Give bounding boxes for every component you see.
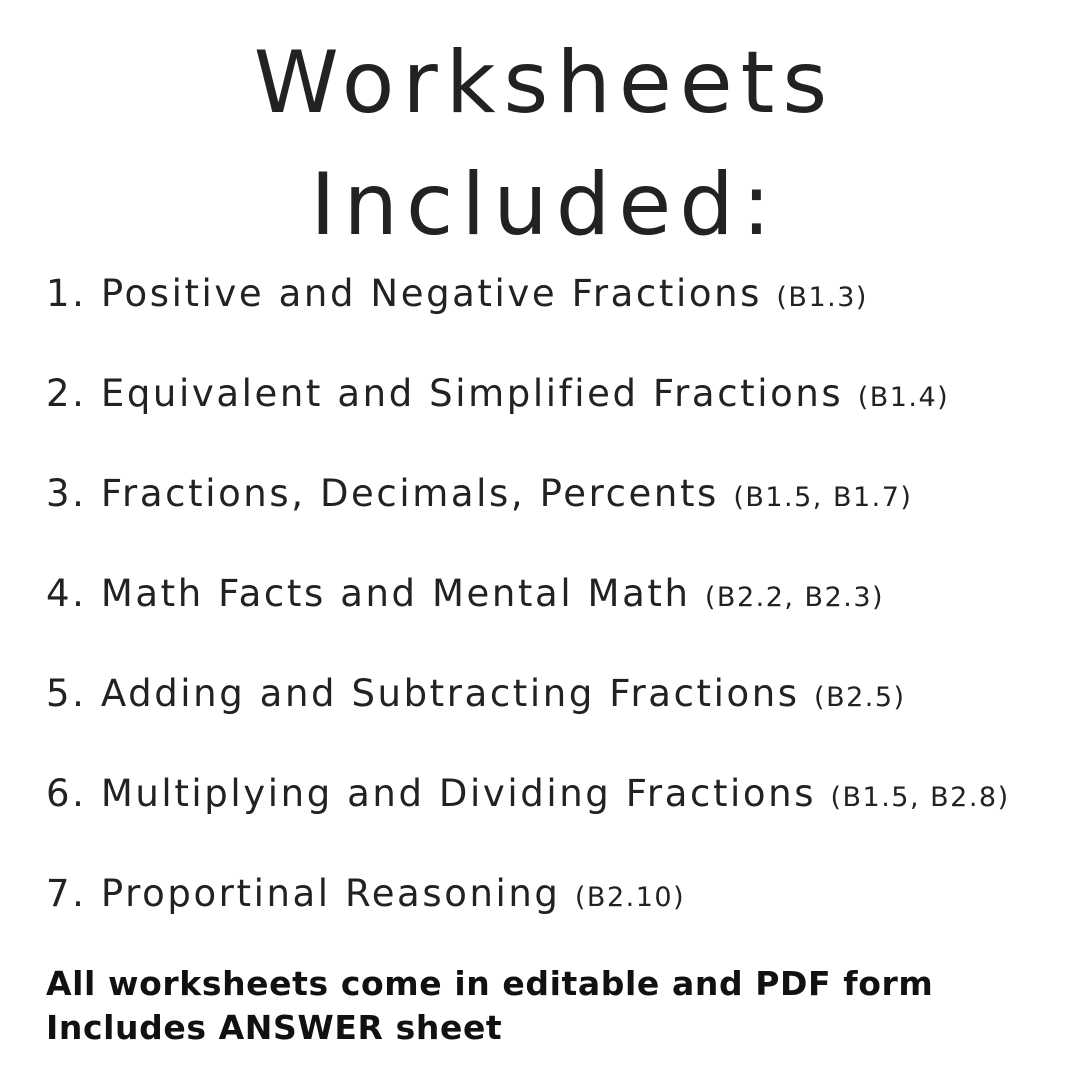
page-title-line-1: Worksheets [253,33,836,133]
page-title-line-2: Included: [310,155,779,255]
curriculum-code: (B2.5) [814,682,906,713]
worksheet-name: 4. Math Facts and Mental Math [46,572,691,615]
curriculum-code: (B1.5, B2.8) [830,782,1010,813]
worksheet-list [46,272,1076,972]
list-item [46,372,1076,472]
answer-sheet-note: Includes ANSWER sheet [46,1008,503,1047]
worksheet-name: 2. Equivalent and Simplified Fractions [46,372,844,415]
worksheet-name: 3. Fractions, Decimals, Percents [46,472,719,515]
curriculum-code: (B1.3) [776,282,868,313]
worksheet-name: 5. Adding and Subtracting Fractions [46,672,800,715]
list-item [46,272,1076,372]
worksheet-name: 1. Positive and Negative Fractions [46,272,763,315]
curriculum-code: (B2.2, B2.3) [704,582,885,613]
worksheet-name: 6. Multiplying and Dividing Fractions [46,772,817,815]
curriculum-code: (B1.5, B1.7) [733,482,913,513]
footer-note [46,962,1076,1050]
curriculum-code: (B1.4) [857,382,950,413]
worksheet-name: 7. Proportinal Reasoning [46,872,561,915]
list-item [46,672,1076,772]
curriculum-code: (B2.10) [574,882,686,913]
list-item [46,772,1076,872]
list-item [46,872,1076,972]
list-item [46,572,1076,672]
format-note: All worksheets come in editable and PDF form [46,964,934,1003]
list-item [46,472,1076,572]
